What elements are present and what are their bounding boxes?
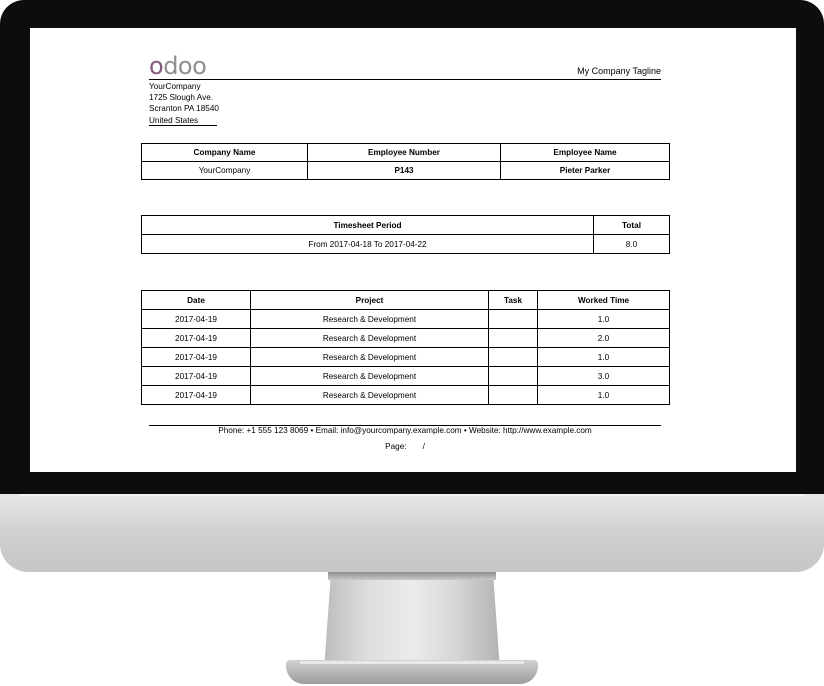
worked-time-cell: 1.0 bbox=[538, 310, 670, 329]
company-address bbox=[149, 81, 219, 126]
monitor-chin bbox=[0, 494, 824, 572]
table-header-row bbox=[142, 291, 670, 310]
task-cell bbox=[489, 348, 538, 367]
table-header-row bbox=[142, 144, 670, 162]
address-line: 1725 Slough Ave. bbox=[149, 93, 214, 103]
address-underline bbox=[149, 125, 217, 126]
table-row bbox=[142, 162, 670, 180]
table-row bbox=[142, 329, 670, 348]
table-row bbox=[142, 310, 670, 329]
project-cell: Research & Development bbox=[251, 386, 489, 405]
screen-document bbox=[30, 28, 796, 472]
company-logo bbox=[149, 54, 206, 78]
logo-letter-o: o bbox=[149, 52, 164, 80]
column-header: Worked Time bbox=[538, 291, 670, 310]
column-header: Employee Name bbox=[501, 144, 670, 162]
date-cell: 2017-04-19 bbox=[142, 310, 251, 329]
worked-time-cell: 3.0 bbox=[538, 367, 670, 386]
employee-number-cell: P143 bbox=[308, 162, 501, 180]
address-line: United States bbox=[149, 115, 199, 125]
total-cell: 8.0 bbox=[594, 235, 670, 254]
chin-highlight bbox=[20, 494, 804, 496]
column-header: Company Name bbox=[142, 144, 308, 162]
task-cell bbox=[489, 386, 538, 405]
project-cell: Research & Development bbox=[251, 310, 489, 329]
table-row bbox=[142, 348, 670, 367]
monitor-stand bbox=[324, 572, 500, 670]
date-cell: 2017-04-19 bbox=[142, 348, 251, 367]
header-divider bbox=[149, 79, 661, 80]
date-cell: 2017-04-19 bbox=[142, 386, 251, 405]
project-cell: Research & Development bbox=[251, 367, 489, 386]
worked-time-cell: 1.0 bbox=[538, 348, 670, 367]
employee-info-table bbox=[141, 143, 670, 180]
company-name-cell: YourCompany bbox=[142, 162, 308, 180]
task-cell bbox=[489, 329, 538, 348]
page-counter bbox=[149, 442, 661, 451]
column-header: Task bbox=[489, 291, 538, 310]
worked-time-cell: 1.0 bbox=[538, 386, 670, 405]
column-header: Date bbox=[142, 291, 251, 310]
footer-contact: Phone: +1 555 123 8069 • Email: info@yourcompany.example.com • Website: http://www.example.com bbox=[218, 426, 592, 435]
worked-time-cell: 2.0 bbox=[538, 329, 670, 348]
page-label: Page: bbox=[385, 442, 407, 451]
company-tagline: My Company Tagline bbox=[577, 66, 661, 76]
column-header: Total bbox=[594, 216, 670, 235]
column-header: Employee Number bbox=[308, 144, 501, 162]
date-cell: 2017-04-19 bbox=[142, 329, 251, 348]
table-row bbox=[142, 386, 670, 405]
address-line: Scranton PA 18540 bbox=[149, 104, 219, 114]
table-row bbox=[142, 367, 670, 386]
address-line: YourCompany bbox=[149, 82, 201, 91]
timesheet-period-table bbox=[141, 215, 670, 254]
employee-name-cell: Pieter Parker bbox=[501, 162, 670, 180]
base-highlight bbox=[300, 661, 524, 664]
column-header: Project bbox=[251, 291, 489, 310]
date-cell: 2017-04-19 bbox=[142, 367, 251, 386]
logo-letters: doo bbox=[163, 52, 207, 80]
task-cell bbox=[489, 367, 538, 386]
project-cell: Research & Development bbox=[251, 348, 489, 367]
period-cell: From 2017-04-18 To 2017-04-22 bbox=[142, 235, 594, 254]
page-separator: / bbox=[422, 442, 425, 451]
stand-neck-shadow bbox=[328, 572, 496, 580]
column-header: Timesheet Period bbox=[142, 216, 594, 235]
table-header-row bbox=[142, 216, 670, 235]
task-cell bbox=[489, 310, 538, 329]
timesheet-lines-table bbox=[141, 290, 670, 405]
project-cell: Research & Development bbox=[251, 329, 489, 348]
table-row bbox=[142, 235, 670, 254]
